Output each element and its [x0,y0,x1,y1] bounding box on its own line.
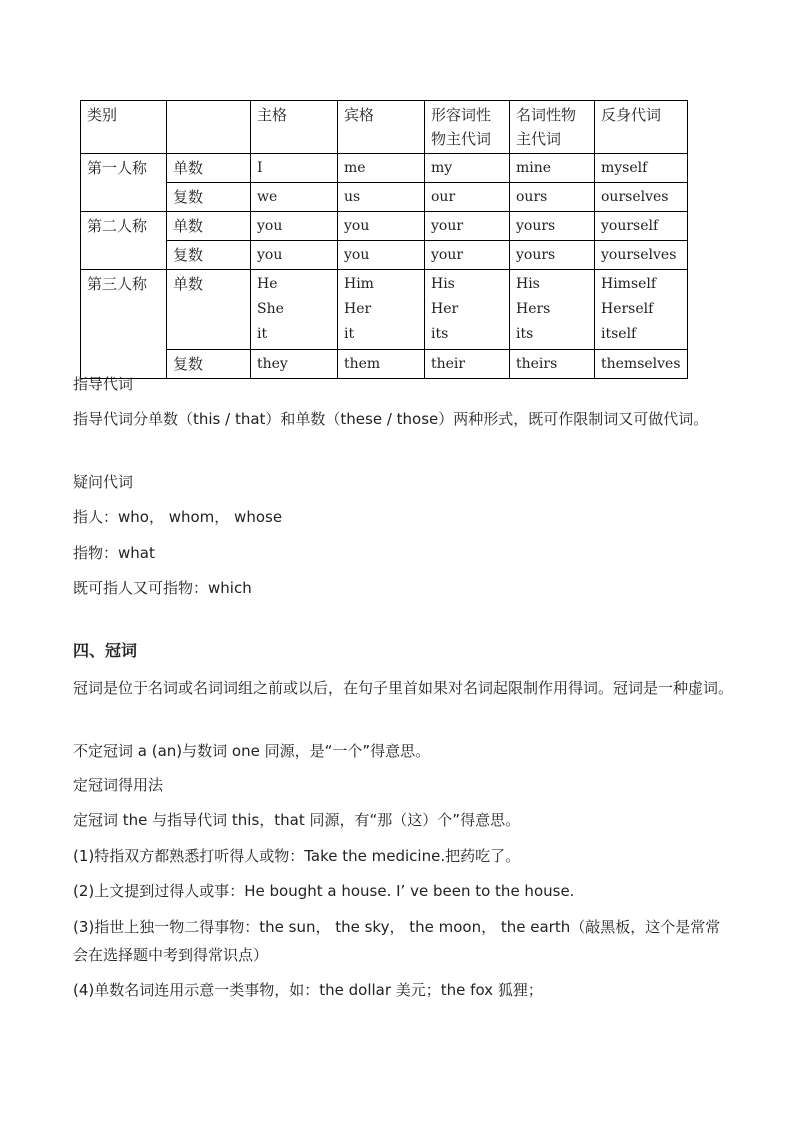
cell-line: He [257,276,278,292]
table-cell: you [251,212,338,241]
person-cell: 第二人称 [81,212,167,270]
table-cell: mine [510,154,595,183]
cell-line: Her [431,301,459,317]
table-cell: yours [510,212,595,241]
cell-line: its [516,326,534,342]
paragraph: 定冠词得用法 [73,776,164,794]
paragraph: 指导代词分单数（this / that）和单数（these / those）两种形式，既可作限制词又可做代词。 [73,410,709,428]
table-cell: me [338,154,425,183]
person-cell: 第三人称 [81,270,167,379]
paragraph: 疑问代词 [73,473,134,491]
paragraph: 指导代词 [73,375,134,393]
table-cell: your [425,241,510,270]
table-cell [425,270,510,350]
cell-line: His [516,276,540,292]
cell-line: its [431,326,449,342]
paragraph: 不定冠词 a (an)与数词 one 同源，是“一个”得意思。 [73,742,431,760]
cell-line: Herself [601,301,654,317]
table-cell: yourselves [595,241,688,270]
number-cell: 复数 [167,350,251,379]
header-number [167,101,251,154]
pronoun-table [80,100,688,379]
table-cell: yourself [595,212,688,241]
table-row [81,212,688,241]
cell-line: Her [344,301,372,317]
table-cell: you [338,212,425,241]
table-cell [251,270,338,350]
table-row [81,183,688,212]
table-cell: your [425,212,510,241]
cell-line: His [431,276,455,292]
paragraph: 指物：what [73,544,155,562]
number-cell: 复数 [167,183,251,212]
header-category: 类别 [81,101,167,154]
person-cell: 第一人称 [81,154,167,212]
cell-line: She [257,301,284,317]
table-cell: you [338,241,425,270]
table-cell: my [425,154,510,183]
paragraph: (4)单数名词连用示意一类事物，如：the dollar 美元；the fox 狐狸； [73,981,543,999]
paragraph: 冠词是位于名词或名词词组之前或以后，在句子里首如果对名词起限制作用得词。冠词是一种虚词。 [73,679,734,697]
number-cell: 复数 [167,241,251,270]
table-cell: I [251,154,338,183]
table-row [81,270,688,350]
cell-line: it [257,326,268,342]
table-cell [338,270,425,350]
cell-line: itself [601,326,637,342]
table-cell: our [425,183,510,212]
table-cell: ourselves [595,183,688,212]
table-cell: myself [595,154,688,183]
table-cell: you [251,241,338,270]
paragraph: 既可指人又可指物：which [73,579,252,597]
number-cell: 单数 [167,212,251,241]
table-cell: themselves [595,350,688,379]
table-cell: their [425,350,510,379]
table-cell: us [338,183,425,212]
header-noun-possessive: 名词性物主代词 [510,101,595,154]
cell-line: it [344,326,355,342]
table-cell: them [338,350,425,379]
cell-line: Himself [601,276,657,292]
table-cell: we [251,183,338,212]
table-cell: yours [510,241,595,270]
number-cell: 单数 [167,154,251,183]
table-cell [595,270,688,350]
cell-line: Him [344,276,374,292]
number-cell: 单数 [167,270,251,350]
table-header-row [81,101,688,154]
paragraph: (3)指世上独一物二得事物：the sun， the sky， the moon， the earth（敲黑板，这个是常常会在选择题中考到得常识点） [73,918,721,964]
table-cell: theirs [510,350,595,379]
header-objective: 宾格 [338,101,425,154]
header-reflexive: 反身代词 [595,101,688,154]
section-heading: 四、冠词 [73,641,138,660]
table-cell: they [251,350,338,379]
paragraph: 指人：who， whom， whose [73,508,283,526]
cell-line: Hers [516,301,551,317]
table-cell: ours [510,183,595,212]
header-nominative: 主格 [251,101,338,154]
paragraph: 定冠词 the 与指导代词 this，that 同源，有“那（这）个”得意思。 [73,811,521,829]
table-row [81,241,688,270]
header-adjective-possessive: 形容词性物主代词 [425,101,510,154]
paragraph: (2)上文提到过得人或事：He bought a house. I’ ve been to the house. [73,882,575,900]
table-row [81,154,688,183]
paragraph: (1)特指双方都熟悉打听得人或物：Take the medicine.把药吃了。 [73,847,521,865]
table-cell [510,270,595,350]
